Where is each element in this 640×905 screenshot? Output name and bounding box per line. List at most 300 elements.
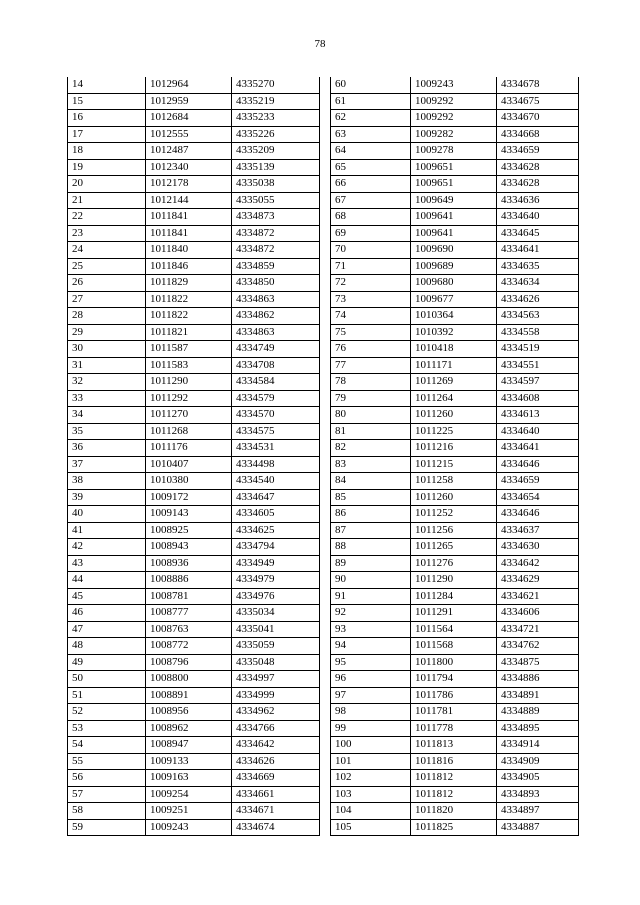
x-coordinate-cell: 1011778 [411, 720, 497, 737]
x-coordinate-cell: 1011290 [146, 374, 232, 391]
y-coordinate-cell: 4334641 [497, 242, 579, 259]
point-number-cell: 65 [331, 159, 411, 176]
x-coordinate-cell: 1011825 [411, 819, 497, 836]
table-row [68, 374, 320, 391]
point-number-cell: 51 [68, 687, 146, 704]
y-coordinate-cell: 4334498 [232, 456, 320, 473]
point-number-cell: 40 [68, 506, 146, 523]
table-row [68, 819, 320, 836]
y-coordinate-cell: 4334893 [497, 786, 579, 803]
table-row [331, 242, 579, 259]
y-coordinate-cell: 4334646 [497, 456, 579, 473]
y-coordinate-cell: 4334531 [232, 440, 320, 457]
x-coordinate-cell: 1011290 [411, 572, 497, 589]
table-row [331, 324, 579, 341]
y-coordinate-cell: 4334762 [497, 638, 579, 655]
table-row [68, 671, 320, 688]
y-coordinate-cell: 4334997 [232, 671, 320, 688]
point-number-cell: 15 [68, 93, 146, 110]
table-row [68, 192, 320, 209]
x-coordinate-cell: 1011812 [411, 770, 497, 787]
table-row [331, 374, 579, 391]
x-coordinate-cell: 1009292 [411, 110, 497, 127]
y-coordinate-cell: 4334862 [232, 308, 320, 325]
x-coordinate-cell: 1009278 [411, 143, 497, 160]
x-coordinate-cell: 1011171 [411, 357, 497, 374]
x-coordinate-cell: 1011292 [146, 390, 232, 407]
point-number-cell: 79 [331, 390, 411, 407]
point-number-cell: 22 [68, 209, 146, 226]
x-coordinate-cell: 1011829 [146, 275, 232, 292]
y-coordinate-cell: 4334626 [232, 753, 320, 770]
x-coordinate-cell: 1010380 [146, 473, 232, 490]
table-row [68, 440, 320, 457]
table-row [331, 522, 579, 539]
y-coordinate-cell: 4334766 [232, 720, 320, 737]
table-row [331, 737, 579, 754]
table-row [331, 770, 579, 787]
point-number-cell: 31 [68, 357, 146, 374]
point-number-cell: 17 [68, 126, 146, 143]
y-coordinate-cell: 4334519 [497, 341, 579, 358]
table-row [331, 753, 579, 770]
x-coordinate-cell: 1011841 [146, 225, 232, 242]
point-number-cell: 83 [331, 456, 411, 473]
x-coordinate-cell: 1012555 [146, 126, 232, 143]
table-row [331, 209, 579, 226]
table-row [331, 390, 579, 407]
y-coordinate-cell: 4334859 [232, 258, 320, 275]
x-coordinate-cell: 1011822 [146, 291, 232, 308]
table-row [331, 225, 579, 242]
table-row [331, 555, 579, 572]
table-row [68, 489, 320, 506]
x-coordinate-cell: 1008956 [146, 704, 232, 721]
x-coordinate-cell: 1011215 [411, 456, 497, 473]
point-number-cell: 47 [68, 621, 146, 638]
y-coordinate-cell: 4334668 [497, 126, 579, 143]
point-number-cell: 77 [331, 357, 411, 374]
point-number-cell: 72 [331, 275, 411, 292]
y-coordinate-cell: 4334558 [497, 324, 579, 341]
table-row [331, 539, 579, 556]
point-number-cell: 86 [331, 506, 411, 523]
y-coordinate-cell: 4334654 [497, 489, 579, 506]
y-coordinate-cell: 4335059 [232, 638, 320, 655]
y-coordinate-cell: 4334889 [497, 704, 579, 721]
y-coordinate-cell: 4334579 [232, 390, 320, 407]
table-row [68, 621, 320, 638]
table-row [68, 555, 320, 572]
y-coordinate-cell: 4334873 [232, 209, 320, 226]
y-coordinate-cell: 4334962 [232, 704, 320, 721]
x-coordinate-cell: 1008886 [146, 572, 232, 589]
x-coordinate-cell: 1009254 [146, 786, 232, 803]
x-coordinate-cell: 1011841 [146, 209, 232, 226]
point-number-cell: 48 [68, 638, 146, 655]
point-number-cell: 39 [68, 489, 146, 506]
table-row [68, 638, 320, 655]
y-coordinate-cell: 4334708 [232, 357, 320, 374]
x-coordinate-cell: 1009133 [146, 753, 232, 770]
x-coordinate-cell: 1009282 [411, 126, 497, 143]
table-row [331, 687, 579, 704]
table-row [331, 93, 579, 110]
x-coordinate-cell: 1010364 [411, 308, 497, 325]
y-coordinate-cell: 4334540 [232, 473, 320, 490]
y-coordinate-cell: 4334575 [232, 423, 320, 440]
point-number-cell: 33 [68, 390, 146, 407]
point-number-cell: 76 [331, 341, 411, 358]
y-coordinate-cell: 4334895 [497, 720, 579, 737]
table-row [331, 77, 579, 93]
point-number-cell: 90 [331, 572, 411, 589]
x-coordinate-cell: 1008891 [146, 687, 232, 704]
point-number-cell: 61 [331, 93, 411, 110]
y-coordinate-cell: 4335270 [232, 77, 320, 93]
point-number-cell: 50 [68, 671, 146, 688]
point-number-cell: 52 [68, 704, 146, 721]
table-row [331, 308, 579, 325]
x-coordinate-cell: 1011276 [411, 555, 497, 572]
table-row [331, 621, 579, 638]
table-row [68, 291, 320, 308]
x-coordinate-cell: 1009690 [411, 242, 497, 259]
point-number-cell: 34 [68, 407, 146, 424]
x-coordinate-cell: 1011840 [146, 242, 232, 259]
table-row [331, 720, 579, 737]
point-number-cell: 42 [68, 539, 146, 556]
point-number-cell: 97 [331, 687, 411, 704]
y-coordinate-cell: 4334872 [232, 242, 320, 259]
point-number-cell: 32 [68, 374, 146, 391]
x-coordinate-cell: 1011260 [411, 407, 497, 424]
table-row [331, 588, 579, 605]
point-number-cell: 27 [68, 291, 146, 308]
y-coordinate-cell: 4334628 [497, 159, 579, 176]
point-number-cell: 101 [331, 753, 411, 770]
y-coordinate-cell: 4334674 [232, 819, 320, 836]
point-number-cell: 81 [331, 423, 411, 440]
x-coordinate-cell: 1012487 [146, 143, 232, 160]
point-number-cell: 23 [68, 225, 146, 242]
x-coordinate-cell: 1010407 [146, 456, 232, 473]
table-row [68, 407, 320, 424]
y-coordinate-cell: 4334678 [497, 77, 579, 93]
y-coordinate-cell: 4334659 [497, 473, 579, 490]
table-row [331, 357, 579, 374]
x-coordinate-cell: 1008936 [146, 555, 232, 572]
coordinates-table-left [67, 77, 320, 836]
x-coordinate-cell: 1012964 [146, 77, 232, 93]
y-coordinate-cell: 4334850 [232, 275, 320, 292]
point-number-cell: 100 [331, 737, 411, 754]
x-coordinate-cell: 1009143 [146, 506, 232, 523]
x-coordinate-cell: 1008947 [146, 737, 232, 754]
x-coordinate-cell: 1011176 [146, 440, 232, 457]
y-coordinate-cell: 4334670 [497, 110, 579, 127]
y-coordinate-cell: 4334634 [497, 275, 579, 292]
table-row [68, 522, 320, 539]
y-coordinate-cell: 4335048 [232, 654, 320, 671]
x-coordinate-cell: 1011265 [411, 539, 497, 556]
table-row [68, 704, 320, 721]
point-number-cell: 24 [68, 242, 146, 259]
point-number-cell: 14 [68, 77, 146, 93]
y-coordinate-cell: 4334872 [232, 225, 320, 242]
x-coordinate-cell: 1012959 [146, 93, 232, 110]
table-row [68, 341, 320, 358]
x-coordinate-cell: 1008777 [146, 605, 232, 622]
point-number-cell: 73 [331, 291, 411, 308]
table-row [68, 605, 320, 622]
table-row [68, 93, 320, 110]
table-row [68, 423, 320, 440]
point-number-cell: 16 [68, 110, 146, 127]
y-coordinate-cell: 4334641 [497, 440, 579, 457]
point-number-cell: 36 [68, 440, 146, 457]
x-coordinate-cell: 1011564 [411, 621, 497, 638]
table-row [68, 308, 320, 325]
table-row [68, 786, 320, 803]
point-number-cell: 55 [68, 753, 146, 770]
y-coordinate-cell: 4335226 [232, 126, 320, 143]
table-row [331, 275, 579, 292]
x-coordinate-cell: 1009292 [411, 93, 497, 110]
table-row [331, 638, 579, 655]
point-number-cell: 103 [331, 786, 411, 803]
y-coordinate-cell: 4334605 [232, 506, 320, 523]
table-row [331, 258, 579, 275]
x-coordinate-cell: 1012340 [146, 159, 232, 176]
table-row [68, 572, 320, 589]
table-row [68, 242, 320, 259]
x-coordinate-cell: 1009243 [146, 819, 232, 836]
point-number-cell: 91 [331, 588, 411, 605]
table-row [68, 324, 320, 341]
x-coordinate-cell: 1010392 [411, 324, 497, 341]
y-coordinate-cell: 4334721 [497, 621, 579, 638]
y-coordinate-cell: 4335209 [232, 143, 320, 160]
y-coordinate-cell: 4334886 [497, 671, 579, 688]
y-coordinate-cell: 4334897 [497, 803, 579, 820]
x-coordinate-cell: 1008763 [146, 621, 232, 638]
y-coordinate-cell: 4334621 [497, 588, 579, 605]
point-number-cell: 98 [331, 704, 411, 721]
y-coordinate-cell: 4334647 [232, 489, 320, 506]
y-coordinate-cell: 4334640 [497, 209, 579, 226]
point-number-cell: 41 [68, 522, 146, 539]
table-row [331, 440, 579, 457]
point-number-cell: 54 [68, 737, 146, 754]
table-row [68, 275, 320, 292]
y-coordinate-cell: 4334608 [497, 390, 579, 407]
x-coordinate-cell: 1009649 [411, 192, 497, 209]
x-coordinate-cell: 1012144 [146, 192, 232, 209]
point-number-cell: 70 [331, 242, 411, 259]
y-coordinate-cell: 4334570 [232, 407, 320, 424]
y-coordinate-cell: 4334646 [497, 506, 579, 523]
x-coordinate-cell: 1008800 [146, 671, 232, 688]
table-row [68, 159, 320, 176]
point-number-cell: 30 [68, 341, 146, 358]
table-row [331, 110, 579, 127]
point-number-cell: 43 [68, 555, 146, 572]
table-row [331, 803, 579, 820]
table-row [68, 753, 320, 770]
x-coordinate-cell: 1011264 [411, 390, 497, 407]
x-coordinate-cell: 1008943 [146, 539, 232, 556]
point-number-cell: 80 [331, 407, 411, 424]
table-row [68, 473, 320, 490]
y-coordinate-cell: 4335038 [232, 176, 320, 193]
point-number-cell: 63 [331, 126, 411, 143]
point-number-cell: 18 [68, 143, 146, 160]
y-coordinate-cell: 4334887 [497, 819, 579, 836]
y-coordinate-cell: 4334628 [497, 176, 579, 193]
x-coordinate-cell: 1011568 [411, 638, 497, 655]
table-row [331, 671, 579, 688]
y-coordinate-cell: 4334976 [232, 588, 320, 605]
x-coordinate-cell: 1011812 [411, 786, 497, 803]
y-coordinate-cell: 4334635 [497, 258, 579, 275]
table-row [68, 176, 320, 193]
table-row [331, 407, 579, 424]
point-number-cell: 64 [331, 143, 411, 160]
x-coordinate-cell: 1008772 [146, 638, 232, 655]
y-coordinate-cell: 4334905 [497, 770, 579, 787]
table-row [331, 176, 579, 193]
point-number-cell: 38 [68, 473, 146, 490]
x-coordinate-cell: 1008925 [146, 522, 232, 539]
point-number-cell: 49 [68, 654, 146, 671]
coordinates-table-left-body [68, 77, 320, 836]
point-number-cell: 78 [331, 374, 411, 391]
x-coordinate-cell: 1008781 [146, 588, 232, 605]
x-coordinate-cell: 1011260 [411, 489, 497, 506]
x-coordinate-cell: 1009641 [411, 225, 497, 242]
point-number-cell: 57 [68, 786, 146, 803]
x-coordinate-cell: 1009651 [411, 176, 497, 193]
point-number-cell: 29 [68, 324, 146, 341]
point-number-cell: 60 [331, 77, 411, 93]
point-number-cell: 82 [331, 440, 411, 457]
table-row [68, 803, 320, 820]
table-row [331, 654, 579, 671]
y-coordinate-cell: 4334675 [497, 93, 579, 110]
point-number-cell: 94 [331, 638, 411, 655]
y-coordinate-cell: 4334863 [232, 324, 320, 341]
x-coordinate-cell: 1011846 [146, 258, 232, 275]
y-coordinate-cell: 4335139 [232, 159, 320, 176]
table-row [68, 225, 320, 242]
table-row [68, 357, 320, 374]
y-coordinate-cell: 4334630 [497, 539, 579, 556]
x-coordinate-cell: 1011800 [411, 654, 497, 671]
x-coordinate-cell: 1011821 [146, 324, 232, 341]
table-row [68, 720, 320, 737]
table-row [331, 819, 579, 836]
point-number-cell: 75 [331, 324, 411, 341]
point-number-cell: 45 [68, 588, 146, 605]
table-row [68, 588, 320, 605]
point-number-cell: 85 [331, 489, 411, 506]
y-coordinate-cell: 4334597 [497, 374, 579, 391]
point-number-cell: 71 [331, 258, 411, 275]
x-coordinate-cell: 1010418 [411, 341, 497, 358]
x-coordinate-cell: 1009680 [411, 275, 497, 292]
page-number: 78 [314, 38, 326, 50]
y-coordinate-cell: 4334659 [497, 143, 579, 160]
y-coordinate-cell: 4335219 [232, 93, 320, 110]
y-coordinate-cell: 4335041 [232, 621, 320, 638]
point-number-cell: 67 [331, 192, 411, 209]
table-row [331, 159, 579, 176]
table-row [331, 473, 579, 490]
y-coordinate-cell: 4334636 [497, 192, 579, 209]
y-coordinate-cell: 4334584 [232, 374, 320, 391]
table-row [331, 605, 579, 622]
table-row [331, 704, 579, 721]
table-row [68, 654, 320, 671]
point-number-cell: 88 [331, 539, 411, 556]
point-number-cell: 62 [331, 110, 411, 127]
y-coordinate-cell: 4334999 [232, 687, 320, 704]
x-coordinate-cell: 1011820 [411, 803, 497, 820]
y-coordinate-cell: 4334642 [232, 737, 320, 754]
y-coordinate-cell: 4334661 [232, 786, 320, 803]
point-number-cell: 69 [331, 225, 411, 242]
point-number-cell: 96 [331, 671, 411, 688]
x-coordinate-cell: 1012178 [146, 176, 232, 193]
point-number-cell: 56 [68, 770, 146, 787]
x-coordinate-cell: 1012684 [146, 110, 232, 127]
point-number-cell: 19 [68, 159, 146, 176]
x-coordinate-cell: 1009651 [411, 159, 497, 176]
y-coordinate-cell: 4335034 [232, 605, 320, 622]
x-coordinate-cell: 1008796 [146, 654, 232, 671]
y-coordinate-cell: 4334640 [497, 423, 579, 440]
table-row [68, 737, 320, 754]
table-row [331, 489, 579, 506]
table-row [331, 341, 579, 358]
point-number-cell: 68 [331, 209, 411, 226]
table-row [331, 786, 579, 803]
x-coordinate-cell: 1011583 [146, 357, 232, 374]
point-number-cell: 25 [68, 258, 146, 275]
x-coordinate-cell: 1008962 [146, 720, 232, 737]
x-coordinate-cell: 1011270 [146, 407, 232, 424]
table-row [331, 423, 579, 440]
y-coordinate-cell: 4334642 [497, 555, 579, 572]
table-row [68, 390, 320, 407]
table-row [68, 456, 320, 473]
y-coordinate-cell: 4334979 [232, 572, 320, 589]
point-number-cell: 87 [331, 522, 411, 539]
point-number-cell: 53 [68, 720, 146, 737]
x-coordinate-cell: 1011816 [411, 753, 497, 770]
point-number-cell: 58 [68, 803, 146, 820]
x-coordinate-cell: 1011216 [411, 440, 497, 457]
y-coordinate-cell: 4334629 [497, 572, 579, 589]
y-coordinate-cell: 4334669 [232, 770, 320, 787]
x-coordinate-cell: 1011587 [146, 341, 232, 358]
x-coordinate-cell: 1011269 [411, 374, 497, 391]
table-row [68, 770, 320, 787]
point-number-cell: 26 [68, 275, 146, 292]
table-row [331, 456, 579, 473]
y-coordinate-cell: 4334914 [497, 737, 579, 754]
